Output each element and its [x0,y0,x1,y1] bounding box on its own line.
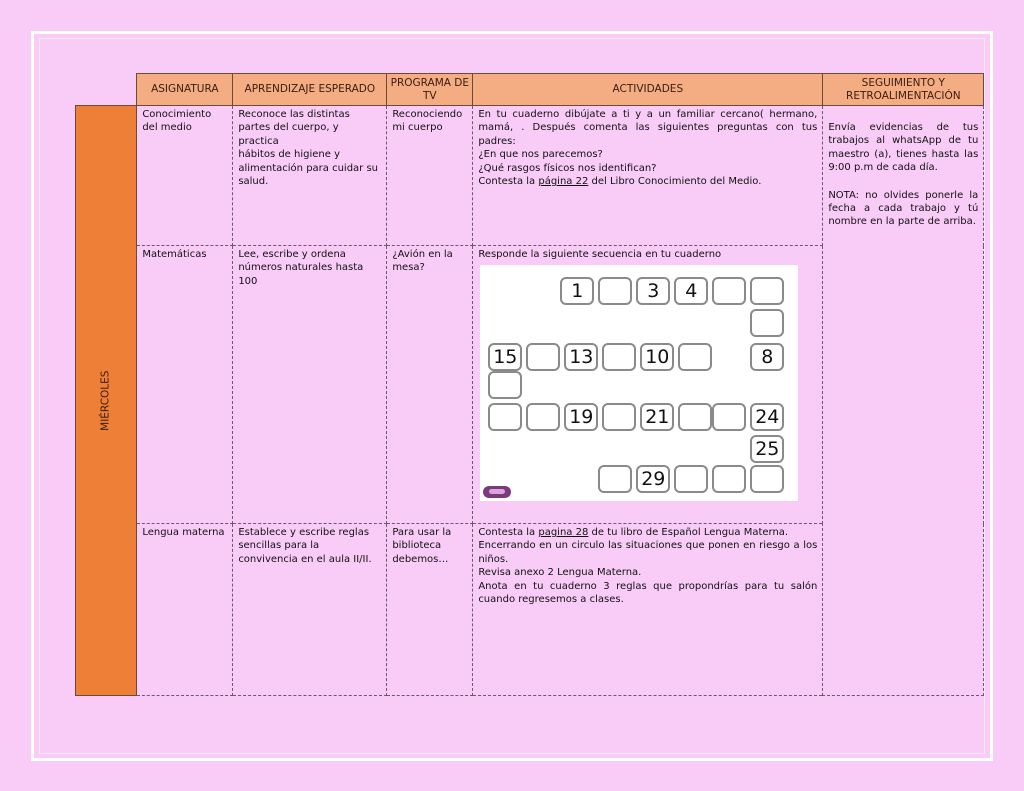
pagina-28-link[interactable]: pagina 28 [538,527,589,538]
sequence-box-15: 15 [488,343,522,371]
row1-aprendizaje [233,106,387,246]
sequence-box-19: 19 [564,403,598,431]
sequence-box-1: 1 [560,277,594,305]
schedule-table [75,73,984,696]
row1-act-line3: ¿Qué rasgos físicos nos identifican? [478,162,657,174]
row1-act-line1: En tu cuaderno dibújate a ti y a un familiar cercano( hermano, mamá, . Después comenta las siguientes preguntas con tus padres: [478,109,818,147]
stamp-logo-icon [483,486,511,498]
row2-asignatura: Matemáticas [137,246,233,524]
sequence-box-empty [750,277,784,305]
sequence-box-10: 10 [640,343,674,371]
row3-act-line2: Encerrando en un circulo las situaciones que ponen en riesgo a los niños. [478,540,818,565]
sequence-box-empty [712,277,746,305]
row3-act-pre: Contesta la [478,527,539,538]
sequence-box-empty [488,371,522,399]
header-asignatura: ASIGNATURA [137,74,233,106]
header-actividades: ACTIVIDADES [473,74,823,106]
seguimiento-cell [823,106,984,696]
day-label-cell [76,106,137,696]
row1-aprendizaje-line2: hábitos de higiene y alimentación para cuidar su salud. [238,149,379,188]
row3-act-line4: Anota en tu cuaderno 3 reglas que propondrías para tu salón cuando regresemos a clases. [478,580,818,606]
row2-act-title: Responde la siguiente secuencia en tu cuaderno [478,249,722,260]
day-label: MIÉRCOLES [99,370,112,431]
corner-cell [76,74,137,106]
sequence-box-empty [678,343,712,371]
sequence-box-3: 3 [636,277,670,305]
sequence-box-24: 24 [750,403,784,431]
row1-act-post: del Libro Conocimiento del Medio. [588,176,762,188]
number-sequence-image [480,265,798,501]
sequence-box-empty [712,465,746,493]
sequence-box-4: 4 [674,277,708,305]
sequence-box-29: 29 [636,465,670,493]
row1-programa: Reconociendo mi cuerpo [387,106,473,246]
row3-programa: Para usar la biblioteca debemos… [387,524,473,696]
header-seguimiento: SEGUIMIENTO Y RETROALIMENTACIÓN [823,74,984,106]
sequence-box-empty [712,403,746,431]
row2-programa: ¿Avión en la mesa? [387,246,473,524]
row1-actividades [473,106,823,246]
sequence-box-empty [674,465,708,493]
row1-act-line2: ¿En que nos parecemos? [478,149,603,161]
sequence-box-empty [598,465,632,493]
row3-aprendizaje: Establece y escribe reglas sencillas para la convivencia en el aula II/II. [233,524,387,696]
row2-actividades [473,246,823,524]
row1-asignatura: Conocimiento del medio [137,106,233,246]
row3-actividades [473,524,823,696]
sequence-box-empty [526,403,560,431]
seguimiento-text2: NOTA: no olvides ponerle la fecha a cada trabajo y tú nombre en la parte de arriba. [828,189,979,228]
pagina-22-link[interactable]: página 22 [538,176,589,188]
sequence-box-empty [602,343,636,371]
sequence-box-13: 13 [564,343,598,371]
sequence-box-21: 21 [640,403,674,431]
row2-aprendizaje: Lee, escribe y ordena números naturales hasta 100 [233,246,387,524]
row1-act-pre: Contesta la [478,176,539,188]
sequence-box-empty [750,465,784,493]
sequence-box-empty [488,403,522,431]
row3-act-line3: Revisa anexo 2 Lengua Materna. [478,567,642,579]
row1-act-line4 [478,175,817,188]
sequence-box-empty [602,403,636,431]
sequence-box-8: 8 [750,343,784,371]
row1-aprendizaje-line1: Reconoce las distintas partes del cuerpo, y practica [238,109,350,147]
sequence-box-empty [678,403,712,431]
sequence-box-25: 25 [750,435,784,463]
row3-act-post: de tu libro de Español Lengua Materna. [588,527,789,538]
sequence-box-empty [750,309,784,337]
sequence-box-empty [526,343,560,371]
sequence-box-empty [598,277,632,305]
header-aprendizaje: APRENDIZAJE ESPERADO [233,74,387,106]
row3-asignatura: Lengua materna [137,524,233,696]
seguimiento-text1: Envía evidencias de tus trabajos al whatsApp de tu maestro (a), tienes hasta las 9:00 p.m de cada día. [828,122,979,174]
header-programa: PROGRAMA DE TV [387,74,473,106]
row3-act-line1 [478,526,817,539]
